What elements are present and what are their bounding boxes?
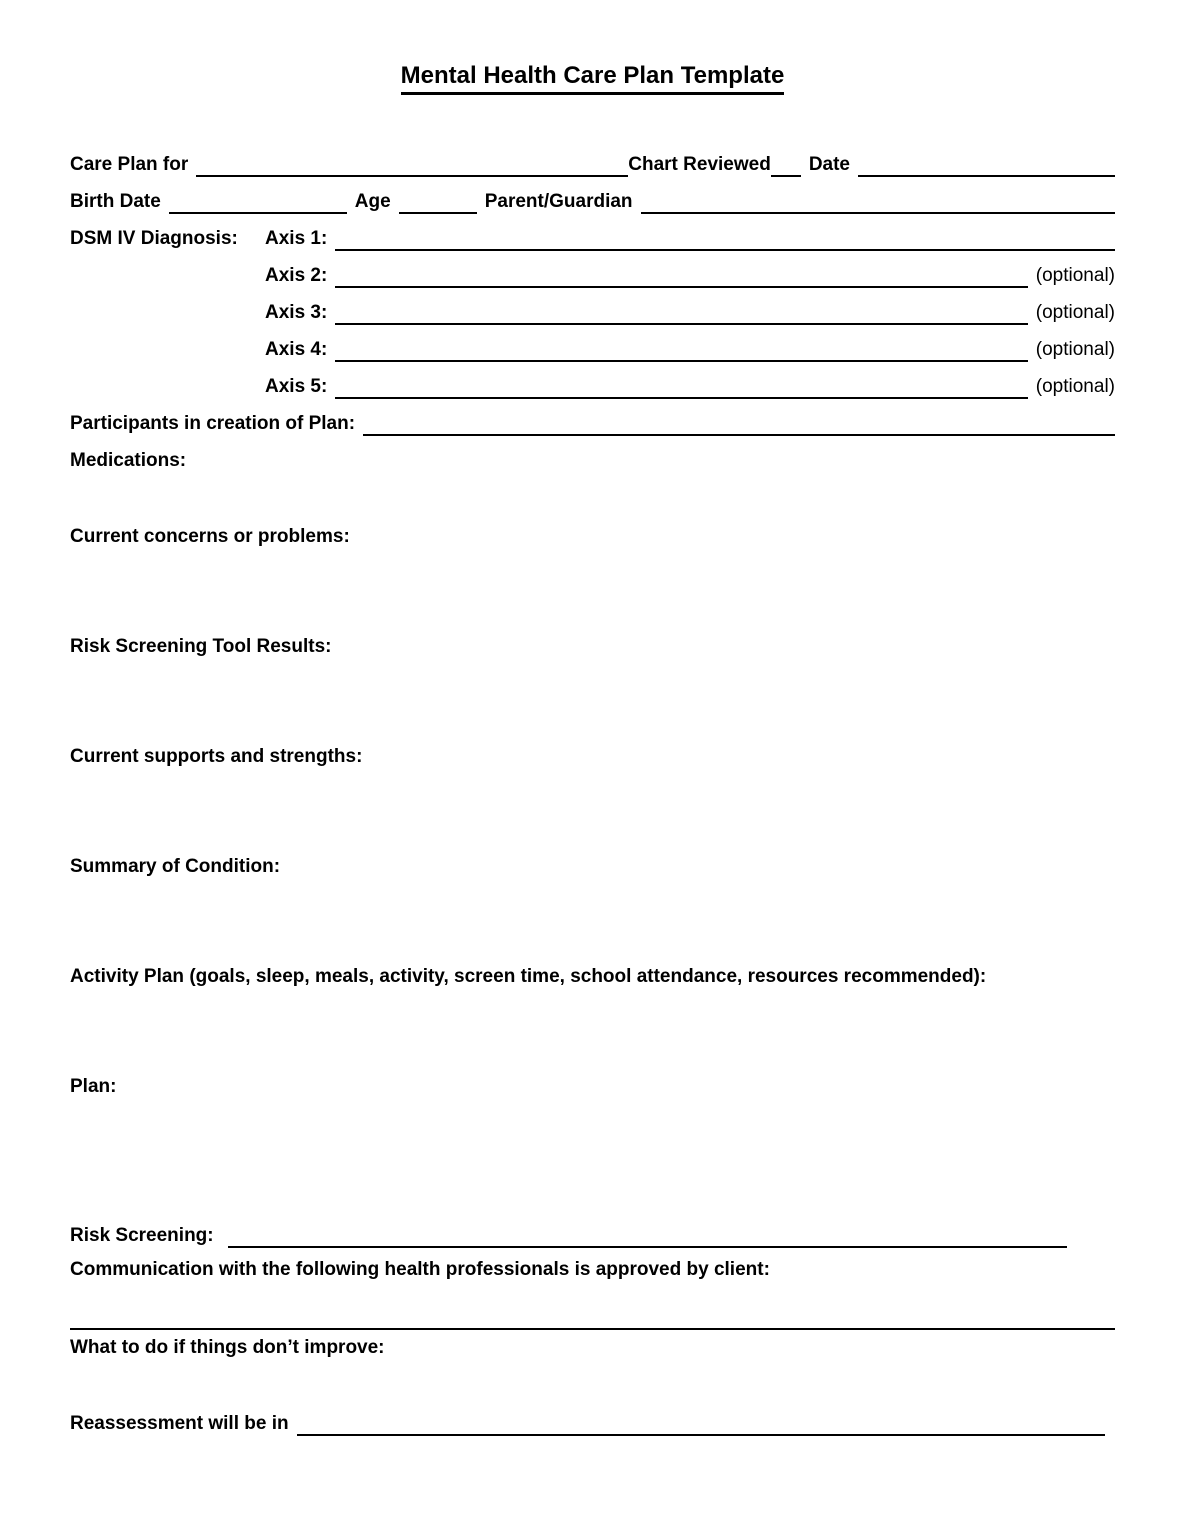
current-concerns-row	[70, 519, 1115, 549]
communication-blank-row	[70, 1300, 1115, 1330]
what-to-do-row	[70, 1330, 1115, 1360]
activity-plan-row	[70, 959, 1115, 989]
axis-1-label: Axis 1:	[265, 227, 328, 249]
date-blank	[858, 151, 1115, 177]
axis-3-row	[70, 295, 1115, 325]
chart-reviewed-label: Chart Reviewed	[628, 153, 771, 175]
axis-4-blank	[335, 336, 1027, 362]
date-label: Date	[808, 153, 850, 175]
medications-label: Medications:	[70, 449, 187, 471]
axis-3-label: Axis 3:	[265, 301, 328, 323]
age-blank	[399, 188, 477, 214]
parent-guardian-label: Parent/Guardian	[484, 190, 633, 212]
plan-label: Plan:	[70, 1075, 117, 1097]
communication-label: Communication with the following health professionals is approved by client:	[70, 1258, 770, 1280]
dsm-diagnosis-label: DSM IV Diagnosis:	[70, 227, 238, 249]
care-plan-for-blank	[196, 151, 628, 177]
axis-4-label: Axis 4:	[265, 338, 328, 360]
participants-row	[70, 406, 1115, 436]
age-label: Age	[354, 190, 391, 212]
axis-3-blank	[335, 299, 1027, 325]
participants-label: Participants in creation of Plan:	[70, 412, 356, 434]
axis-5-optional-label: (optional)	[1035, 375, 1115, 397]
risk-screening-row	[70, 1218, 1115, 1248]
current-concerns-label: Current concerns or problems:	[70, 525, 350, 547]
current-supports-row	[70, 739, 1115, 769]
risk-screening-label: Risk Screening:	[70, 1224, 214, 1246]
risk-screening-tool-label: Risk Screening Tool Results:	[70, 635, 332, 657]
current-supports-label: Current supports and strengths:	[70, 745, 363, 767]
axis-2-row	[70, 258, 1115, 288]
reassessment-row	[70, 1406, 1115, 1436]
summary-condition-label: Summary of Condition:	[70, 855, 281, 877]
risk-screening-blank	[228, 1222, 1067, 1248]
chart-reviewed-blank	[771, 151, 801, 177]
birth-date-label: Birth Date	[70, 190, 161, 212]
summary-condition-row	[70, 849, 1115, 879]
axis-4-optional-label: (optional)	[1035, 338, 1115, 360]
activity-plan-label: Activity Plan (goals, sleep, meals, activity, screen time, school attendance, resources recommended):	[70, 965, 987, 987]
care-plan-for-label: Care Plan for	[70, 153, 189, 175]
parent-guardian-blank	[641, 188, 1115, 214]
axis-1-row	[70, 221, 1115, 251]
care-plan-row	[70, 147, 1115, 177]
title-row	[70, 62, 1115, 95]
birth-date-row	[70, 184, 1115, 214]
birth-date-blank	[169, 188, 347, 214]
axis-3-optional-label: (optional)	[1035, 301, 1115, 323]
communication-blank	[70, 1304, 1115, 1330]
page-title: Mental Health Care Plan Template	[401, 62, 785, 95]
risk-screening-tool-row	[70, 629, 1115, 659]
axis-2-optional-label: (optional)	[1035, 264, 1115, 286]
plan-row	[70, 1069, 1115, 1099]
axis-5-row	[70, 369, 1115, 399]
medications-row	[70, 443, 1115, 473]
participants-blank	[363, 410, 1115, 436]
axis-2-blank	[335, 262, 1027, 288]
axis-1-blank	[335, 225, 1115, 251]
axis-5-blank	[335, 373, 1027, 399]
reassessment-label: Reassessment will be in	[70, 1412, 289, 1434]
what-to-do-label: What to do if things don’t improve:	[70, 1336, 385, 1358]
axis-5-label: Axis 5:	[265, 375, 328, 397]
axis-2-label: Axis 2:	[265, 264, 328, 286]
reassessment-blank	[297, 1410, 1105, 1436]
axis-4-row	[70, 332, 1115, 362]
communication-row	[70, 1252, 1115, 1282]
